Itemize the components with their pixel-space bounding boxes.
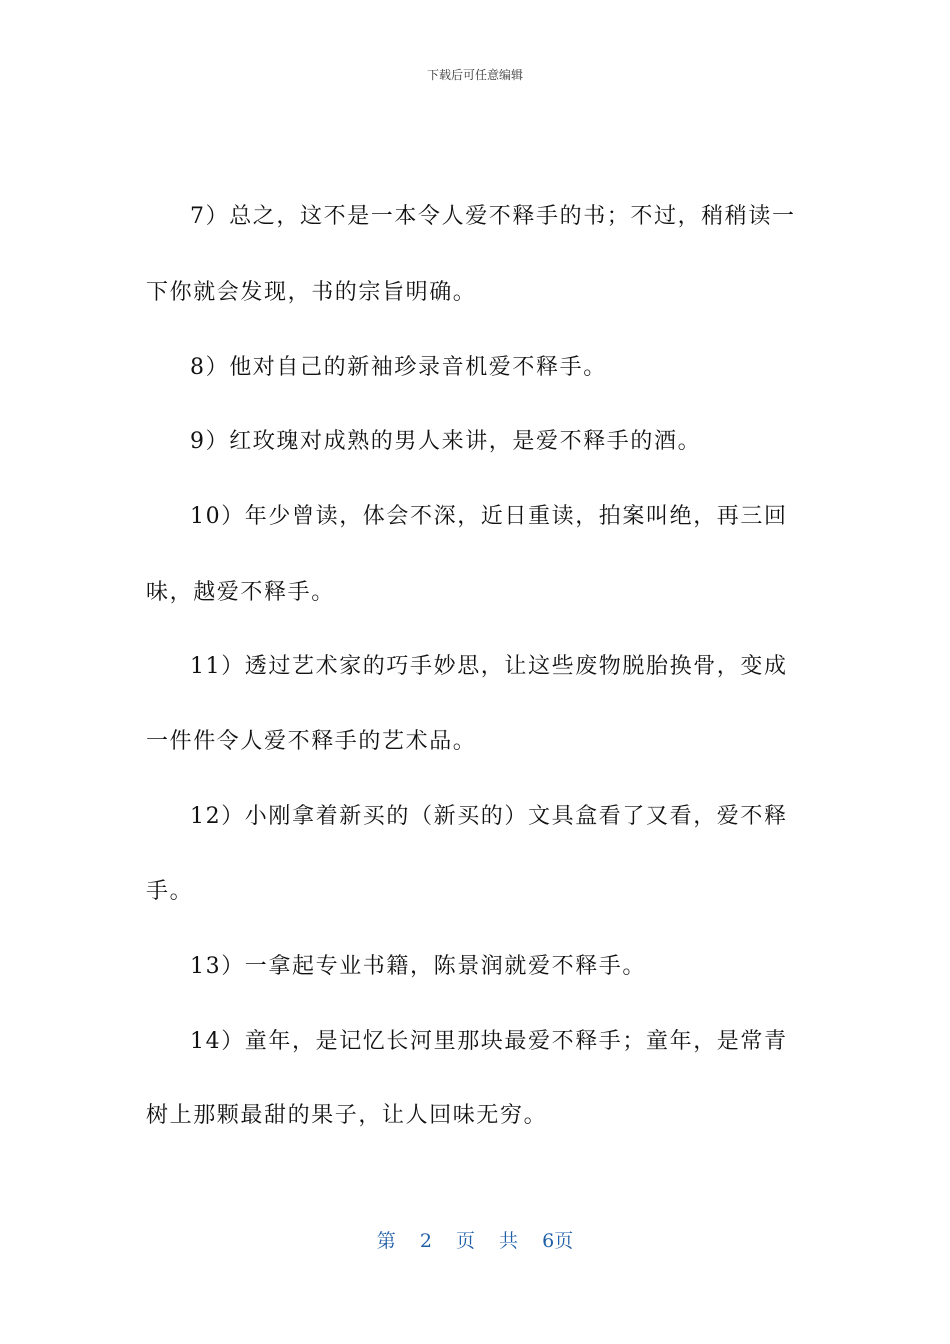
text-line: 味，越爱不释手。 bbox=[146, 580, 335, 605]
footer-total-pages: 6页 bbox=[542, 1230, 574, 1252]
footer-page-number: 2 bbox=[419, 1230, 432, 1252]
text-line: 12）小刚拿着新买的（新买的）文具盒看了又看，爱不释 bbox=[190, 804, 788, 829]
text-line: 7）总之，这不是一本令人爱不释手的书；不过，稍稍读一 bbox=[190, 204, 796, 229]
text-line: 13）一拿起专业书籍，陈景润就爱不释手。 bbox=[190, 954, 646, 979]
text-line: 11）透过艺术家的巧手妙思，让这些废物脱胎换骨，变成 bbox=[190, 654, 788, 679]
text-line: 手。 bbox=[146, 879, 194, 904]
text-line: 8）他对自己的新袖珍录音机爱不释手。 bbox=[190, 355, 607, 380]
text-line: 一件件令人爱不释手的艺术品。 bbox=[146, 729, 477, 754]
footer-word: 页 bbox=[455, 1230, 475, 1252]
text-line: 14）童年，是记忆长河里那块最爱不释手；童年，是常青 bbox=[190, 1029, 788, 1054]
text-line: 10）年少曾读，体会不深，近日重读，拍案叫绝，再三回 bbox=[190, 504, 788, 529]
text-line: 下你就会发现，书的宗旨明确。 bbox=[146, 280, 477, 305]
text-line: 树上那颗最甜的果子，让人回味无穷。 bbox=[146, 1103, 548, 1128]
footer-word: 第 bbox=[376, 1230, 396, 1252]
page-header: 下载后可任意编辑 bbox=[426, 68, 523, 82]
text-line: 9）红玫瑰对成熟的男人来讲，是爱不释手的酒。 bbox=[190, 429, 702, 454]
page-footer bbox=[0, 1226, 950, 1253]
footer-word: 共 bbox=[499, 1230, 519, 1252]
